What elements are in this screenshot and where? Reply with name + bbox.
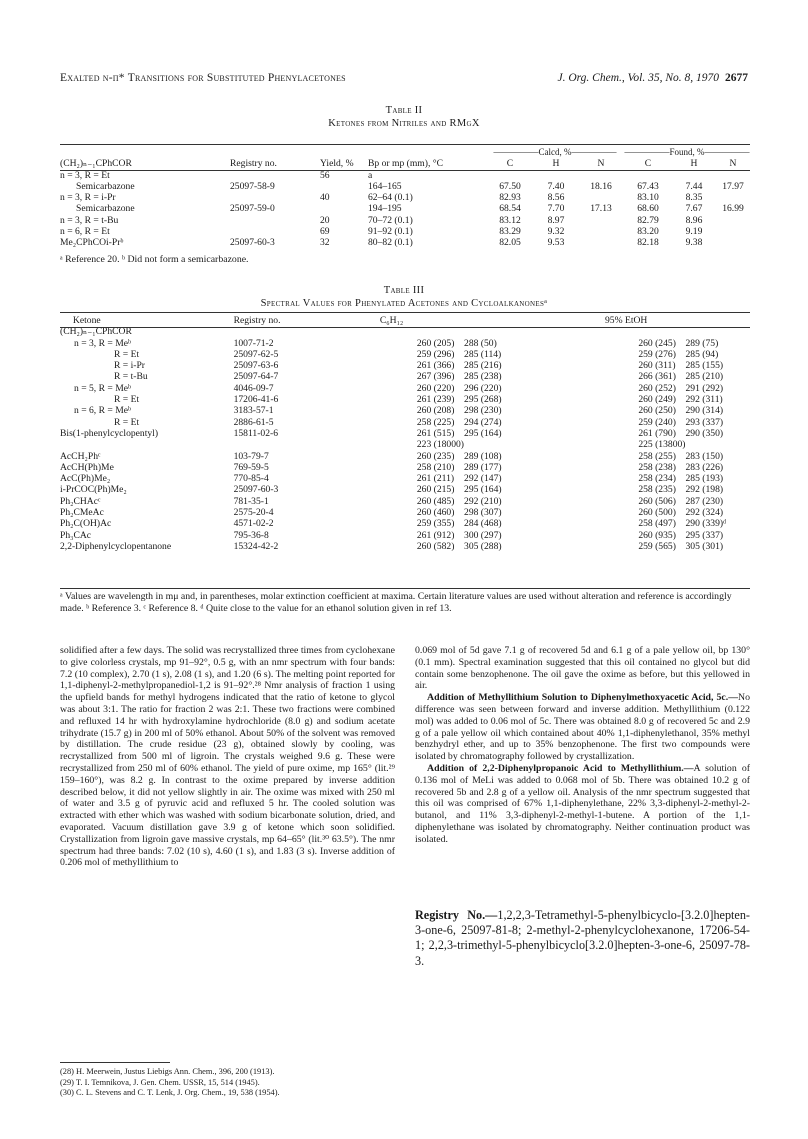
- table-cell: [716, 215, 750, 226]
- table-row: [60, 451, 750, 462]
- table-row: [60, 496, 750, 507]
- table-cell: n = 5, R = Meᵇ: [74, 382, 131, 394]
- table-cell: 292 (311): [685, 394, 723, 406]
- table-cell: 194–195: [368, 203, 402, 215]
- table-cell: n = 6, R = Meᵇ: [74, 405, 131, 417]
- table-cell: [686, 439, 751, 450]
- table-cell: 295 (164): [464, 427, 502, 439]
- table-cell: 67.50: [499, 180, 521, 192]
- table-row: [60, 338, 750, 349]
- table-cell: 83.20: [637, 226, 659, 238]
- table-cell: 295 (268): [464, 394, 502, 406]
- table-cell: 261 (366): [416, 360, 455, 372]
- table-cell: Semicarbazone: [76, 180, 135, 192]
- table-cell: 298 (307): [464, 507, 502, 519]
- col-header: Registry no.: [230, 158, 277, 170]
- table-cell: 260 (249): [638, 394, 676, 406]
- col-header: C: [506, 158, 514, 170]
- table-cell: 288 (50): [464, 337, 497, 349]
- table-cell: 15324-42-2: [233, 540, 279, 552]
- table-cell: n = 6, R = Et: [60, 226, 110, 238]
- table-cell: [320, 181, 368, 192]
- table-cell: i-PrCOC(Ph)Me₂: [60, 484, 127, 496]
- table-cell: [578, 170, 624, 181]
- table-cell: 20: [320, 214, 330, 226]
- table-cell: 285 (114): [464, 348, 502, 360]
- table-cell: 285 (216): [464, 360, 502, 372]
- table-cell: [624, 170, 672, 181]
- table-cell: n = 3, R = t-Bu: [60, 214, 119, 226]
- table-cell: 296 (220): [464, 382, 502, 394]
- table-cell: 25097-62-5: [233, 348, 279, 360]
- table-cell: 9.38: [685, 237, 703, 249]
- table-cell: 69: [320, 226, 330, 238]
- table-cell: Me₂CPhCOi-Prᵇ: [60, 237, 124, 249]
- table-row: [60, 215, 750, 226]
- table-cell: 2575-20-4: [233, 507, 274, 519]
- table-cell: 260 (250): [638, 405, 676, 417]
- table-row: [60, 541, 750, 552]
- table-cell: 292 (324): [685, 507, 724, 519]
- col-header: N: [597, 158, 605, 170]
- table-row: [60, 394, 750, 405]
- table-row: [60, 360, 750, 371]
- table-cell: 82.18: [637, 237, 659, 249]
- table-cell: 62–64 (0.1): [368, 192, 413, 204]
- table-cell: 82.93: [499, 192, 521, 204]
- table-cell: 300 (297): [464, 529, 502, 541]
- table2-title: Ketones from Nitriles and RMgX: [328, 118, 480, 129]
- table-cell: 260 (205): [416, 337, 455, 349]
- table-cell: 259 (276): [638, 348, 676, 360]
- table-cell: [578, 226, 624, 237]
- table-cell: [716, 192, 750, 203]
- table2-header-row: [60, 158, 750, 169]
- table-cell: [230, 226, 320, 237]
- table-cell: Ph₂CMeAc: [60, 507, 104, 519]
- table-cell: 25097-60-3: [233, 484, 279, 496]
- table-cell: 298 (230): [464, 405, 502, 417]
- table-cell: n = 3, R = Meᵇ: [74, 337, 131, 349]
- references: [60, 1067, 395, 1099]
- page-number: 2677: [725, 72, 748, 84]
- registry-numbers: Registry No.—1,2,2,3-Tetramethyl-5-phenylbicyclo-[3.2.0]hepten-3-one-6, 25097-81-8; 2-methyl-2-phenylcyclohexanone, 17206-54-1; 2,2,3-trimethyl-5-phenylbicyclo[3.2.0]hepten-3-one-6, 25097-78-3.: [415, 908, 750, 968]
- table-cell: 258 (497): [638, 518, 676, 530]
- table-cell: 8.35: [685, 192, 703, 204]
- table3-body: [60, 326, 750, 552]
- table-row: [60, 473, 750, 484]
- table-cell: 68.60: [637, 203, 659, 215]
- table3-header-rule: [60, 327, 750, 328]
- table-cell: 292 (147): [464, 473, 502, 485]
- table-cell: [534, 170, 578, 181]
- table-cell: [716, 226, 750, 237]
- table3: [60, 315, 750, 552]
- table-cell: 8.97: [547, 214, 565, 226]
- table-cell: 769-59-5: [233, 461, 269, 473]
- table-cell: 305 (301): [685, 540, 724, 552]
- table-cell: 781-35-1: [233, 495, 269, 507]
- table-cell: 80–82 (0.1): [368, 237, 413, 249]
- table-cell: 261 (239): [416, 394, 455, 406]
- table-cell: [230, 170, 320, 181]
- table-row: [60, 226, 750, 237]
- table-cell: 17206-41-6: [233, 394, 279, 406]
- table-cell: 260 (245): [638, 337, 676, 349]
- table-cell: 164–165: [368, 180, 402, 192]
- table-cell: [578, 192, 624, 203]
- body-paragraph: Addition of 2,2-Diphenylpropanoic Acid to Methyllithium.—A solution of 0.136 mol of MeLi was added to 0.068 mol of 5b. There was obtained 10.2 g of recovered 5b and 2.8 g of a yellow oil. Analysis of the nmr spectrum suggested that this oil was comprised of 67% 1,1-diphenylethane, 22% 3,3-diphenyl-2-methyl-2-butanol, and 11% 3,3-diphenyl-2-methyl-1-butene. A portion of the 1,1-diphenylethane was isolated by chromatography. Neither continuation product was isolated.: [415, 762, 750, 845]
- table-cell: 25097-60-3: [230, 237, 275, 249]
- table-cell: 287 (230): [685, 495, 724, 507]
- table-cell: 285 (238): [464, 371, 502, 383]
- table3-footnote: ᵃ Values are wavelength in mμ and, in parentheses, molar extinction coefficient at maxima. Certain literature values are used without alteration and reference is accordingly made. ᵇ Reference 3. ᶜ Reference 8. ᵈ Quite close to the value for an ethanol solution given in ref 13.: [60, 591, 732, 614]
- table-cell: 260 (485): [416, 495, 455, 507]
- table-cell: 258 (234): [638, 473, 676, 485]
- table2-label: Table II: [385, 105, 423, 116]
- table-cell: R = t-Bu: [114, 371, 148, 383]
- table-cell: 223 (18000): [416, 439, 465, 451]
- col-header: C₆H₁₂: [379, 315, 404, 326]
- table-row: [60, 439, 750, 450]
- table-cell: 283 (150): [685, 450, 724, 462]
- col-header: Yield, %: [320, 158, 354, 170]
- table-cell: 4571-02-2: [233, 518, 274, 530]
- table-cell: 293 (337): [685, 416, 724, 428]
- table-cell: 7.67: [685, 203, 703, 215]
- table3-bottom-rule: [60, 588, 750, 589]
- table-cell: Ph₃CAc: [60, 529, 92, 541]
- table-row: [60, 349, 750, 360]
- table-cell: 305 (288): [464, 540, 502, 552]
- table-cell: 289 (75): [685, 337, 719, 349]
- table-cell: [716, 170, 750, 181]
- table-cell: [672, 170, 716, 181]
- table2-top-rule: [60, 144, 750, 145]
- col-header: Registry no.: [233, 315, 281, 326]
- table-cell: a: [368, 169, 373, 181]
- table-cell: 259 (355): [416, 518, 455, 530]
- table-cell: 260 (220): [416, 382, 455, 394]
- table-cell: 16.99: [722, 203, 744, 215]
- table-cell: 15811-02-6: [233, 427, 278, 439]
- table-cell: 103-79-7: [233, 450, 269, 462]
- table-cell: 32: [320, 237, 330, 249]
- table2-body: [60, 170, 750, 249]
- table-cell: 260 (311): [638, 360, 676, 372]
- table-row: [60, 237, 750, 248]
- table-cell: 8.96: [685, 214, 703, 226]
- table-cell: 260 (208): [416, 405, 455, 417]
- table-cell: 1007-71-2: [233, 337, 274, 349]
- table-row: [60, 507, 750, 518]
- table-cell: R = Et: [114, 416, 140, 428]
- table-cell: 68.54: [499, 203, 521, 215]
- table-cell: 295 (337): [685, 529, 724, 541]
- table-row: [60, 484, 750, 495]
- table-cell: 260 (235): [416, 450, 455, 462]
- table-row: [60, 518, 750, 529]
- table-cell: 285 (155): [685, 360, 724, 372]
- table-cell: 266 (361): [638, 371, 676, 383]
- table-cell: R = Et: [114, 348, 140, 360]
- section-heading: Addition of Methyllithium Solution to Diphenylmethoxyacetic Acid, 5c.—: [427, 692, 739, 704]
- running-header: Exalted n-π* Transitions for Substituted Phenylacetones: [60, 72, 346, 84]
- col-header: 95% EtOH: [604, 315, 648, 326]
- table-cell: 285 (210): [685, 371, 724, 383]
- table-row: [60, 203, 750, 214]
- col-header: Bp or mp (mm), °C: [368, 158, 443, 170]
- table-cell: 25097-58-9: [230, 180, 275, 192]
- table-cell: 260 (506): [638, 495, 676, 507]
- table-cell: 260 (460): [416, 507, 455, 519]
- table-cell: 261 (211): [416, 473, 455, 485]
- table-cell: [60, 439, 234, 450]
- table-cell: 17.97: [722, 180, 744, 192]
- col-header: Ketone: [72, 315, 101, 326]
- table-row: [60, 192, 750, 203]
- table-cell: [578, 215, 624, 226]
- table-cell: 83.12: [499, 214, 521, 226]
- table-cell: 259 (296): [416, 348, 455, 360]
- table-cell: 295 (164): [464, 484, 502, 496]
- table3-title: Spectral Values for Phenylated Acetones and Cycloalkanonesᵃ: [260, 298, 548, 309]
- table-cell: 25097-64-7: [233, 371, 279, 383]
- table-cell: 83.10: [637, 192, 659, 204]
- table-row: [60, 405, 750, 416]
- table2-header-rule: [60, 170, 750, 171]
- table-cell: 91–92 (0.1): [368, 226, 413, 238]
- table-cell: 284 (468): [464, 518, 502, 530]
- table-cell: 56: [320, 169, 330, 181]
- table-cell: 2886-61-5: [233, 416, 274, 428]
- reference-item: (29) T. I. Temnikova, J. Gen. Chem. USSR, 15, 514 (1945).: [60, 1077, 260, 1087]
- col-header: H: [552, 158, 560, 170]
- table-cell: 7.70: [547, 203, 565, 215]
- table-cell: 260 (582): [416, 540, 455, 552]
- table2-footnote: ᵃ Reference 20. ᵇ Did not form a semicarbazone.: [60, 254, 249, 265]
- table-cell: [716, 237, 750, 248]
- journal-name: J. Org. Chem., Vol. 35, No. 8, 1970: [557, 72, 719, 84]
- table-cell: Semicarbazone: [76, 203, 135, 215]
- table-cell: 258 (255): [638, 450, 676, 462]
- journal-citation: [557, 72, 748, 84]
- table-cell: 258 (235): [638, 484, 676, 496]
- body-paragraph: Addition of Methyllithium Solution to Diphenylmethoxyacetic Acid, 5c.—No difference was seen between forward and inverse addition. Methyllithium (0.122 mol) was added to 0.06 mol of 5c. There was obtained 8.0 g of recovered 5c and 2.9 g of a pale yellow oil which contained about 40% 1,1-diphenylethanol, 35% methyl benzhydryl ether, and up to 35% benzophenone. The first two compounds were isolated by chromatography followed by crystallization.: [415, 692, 750, 763]
- table-cell: [486, 170, 534, 181]
- col-header: C: [644, 158, 652, 170]
- table-cell: 9.32: [547, 226, 565, 238]
- table-cell: [230, 215, 320, 226]
- table-cell: R = i-Pr: [114, 360, 145, 372]
- table-cell: 2,2-Diphenylcyclopentanone: [60, 540, 172, 552]
- table-cell: 4046-09-7: [233, 382, 274, 394]
- table-cell: 260 (252): [638, 382, 676, 394]
- table-cell: [320, 203, 368, 214]
- table-cell: 289 (108): [464, 450, 502, 462]
- table-cell: 285 (193): [685, 473, 724, 485]
- table-cell: 261 (515): [416, 427, 455, 439]
- table-cell: 25097-59-0: [230, 203, 275, 215]
- table-cell: 260 (500): [638, 507, 676, 519]
- table3-header-row: [60, 315, 750, 326]
- footnote-rule: [60, 1062, 170, 1063]
- table-cell: 770-85-4: [233, 473, 269, 485]
- col-header: (CH₂)ₙ₋₁CPhCOR: [60, 158, 132, 170]
- table-cell: 261 (912): [416, 529, 455, 541]
- table-cell: 291 (292): [685, 382, 724, 394]
- col-header: H: [690, 158, 698, 170]
- reference-item: (28) H. Meerwein, Justus Liebigs Ann. Chem., 396, 200 (1913).: [60, 1067, 275, 1076]
- table-row: [60, 428, 750, 439]
- table-row: [60, 371, 750, 382]
- table-cell: n = 3, R = i-Pr: [60, 192, 116, 204]
- table-cell: Ph₂CHAcᶜ: [60, 495, 101, 507]
- table-cell: AcCH₂Phᶜ: [60, 450, 101, 462]
- table-cell: 283 (226): [685, 461, 724, 473]
- table-cell: 83.29: [499, 226, 521, 238]
- table-cell: 82.05: [499, 237, 521, 249]
- table-cell: 17.13: [590, 203, 612, 215]
- col-header: N: [729, 158, 737, 170]
- table-row: [60, 462, 750, 473]
- reference-item: (30) C. L. Stevens and C. T. Lenk, J. Org. Chem., 19, 538 (1954).: [60, 1088, 280, 1097]
- table-cell: 290 (314): [685, 405, 724, 417]
- table-cell: 290 (350): [685, 427, 724, 439]
- table-cell: [234, 439, 301, 450]
- table-cell: 82.79: [637, 214, 659, 226]
- table-cell: 18.16: [590, 180, 612, 192]
- table-cell: 25097-63-6: [233, 360, 279, 372]
- table-cell: [230, 192, 320, 203]
- table-cell: 7.44: [685, 180, 703, 192]
- table-cell: R = Et: [114, 394, 140, 406]
- table-cell: 285 (94): [685, 348, 719, 360]
- table-cell: 292 (210): [464, 495, 502, 507]
- table2: [60, 147, 750, 249]
- table-row: [60, 417, 750, 428]
- right-column: [415, 645, 750, 846]
- table-cell: n = 3, R = Et: [60, 169, 110, 181]
- table-cell: 260 (935): [638, 529, 676, 541]
- table-cell: 260 (215): [416, 484, 455, 496]
- table-cell: 9.53: [547, 237, 565, 249]
- table-cell: 294 (274): [464, 416, 502, 428]
- table-cell: 7.40: [547, 180, 565, 192]
- table-cell: 258 (225): [416, 416, 455, 428]
- table-cell: 67.43: [637, 180, 659, 192]
- table-cell: 9.19: [685, 226, 703, 238]
- table-cell: (CH₂)ₙ₋₁CPhCOR: [60, 326, 132, 338]
- body-paragraph: 0.069 mol of 5d gave 7.1 g of recovered 5d and 6.1 g of a pale yellow oil, bp 130° (0.1 mm). Spectral examination suggested that this oil contained no glycol but did contain some benzophenone. The oil gave the oxime as before, but this yellowed in air.: [415, 645, 750, 692]
- table-cell: AcCH(Ph)Me: [60, 461, 114, 473]
- table3-top-rule: [60, 312, 750, 313]
- table-cell: 258 (210): [416, 461, 455, 473]
- found-group-label: —————Found, %—————: [624, 147, 750, 157]
- table-row: [60, 383, 750, 394]
- left-column: [60, 645, 395, 869]
- table-cell: 8.56: [547, 192, 565, 204]
- table-cell: Bis(1-phenylcyclopentyl): [60, 427, 159, 439]
- table-row: [60, 530, 750, 541]
- table-row: [60, 170, 750, 181]
- table-cell: 3183-57-1: [233, 405, 274, 417]
- section-heading: Addition of 2,2-Diphenylpropanoic Acid to Methyllithium.—: [427, 762, 694, 774]
- table-cell: 795-36-8: [233, 529, 269, 541]
- body-paragraph: solidified after a few days. The solid was recrystallized three times from cyclohexane to give colorless crystals, mp 91–92°, 0.5 g, with an nmr spectrum with four bands: 7.2 (10 complex), 2.70 (1 s), 2.08 (1 s), and 1.20 (6 s). The melting point reported for 1,1-diphenyl-2-methylpropanediol-1,2 is 91–92°.²⁸ Nmr analysis of fraction 1 using the upfield bands for methyl hydrogens indicated that the ratio of ketone to glycol was about 3:1. The ratio for fraction 2 was 2:1. These two fractions were combined and refluxed 14 hr with hydroxylamine hydrochloride (8.0 g) and sodium acetate trihydrate (15.7 g) in 200 ml of 50% ethanol. About 50% of the solvent was removed by distillation. The crude residue (23 g), obtained slowly by cooling, was recrystallized from 500 ml of ligroin. The crystals weighed 9.6 g. These were recrystallized from 250 ml of 60% ethanol. The yield of pure oxime, mp 165° (lit.²⁹ 159–160°), was 8.2 g. In contrast to the oxime prepared by inverse addition described below, it did not yellow slightly in air. The oxime was mixed with 250 ml of water and 3.5 g of pyruvic acid and refluxed 5 hr. The cooled solution was extracted with ether which was washed with sodium bicarbonate solution, dried, and evaporated. Vacuum distillation gave 3.9 g of ketone which soon solidified. Crystallization from ligroin gave massive crystals, mp 64–65° (lit.³⁰ 63.5°). The nmr spectrum had three bands: 7.02 (10 s), 4.60 (1 s), and 1.83 (3 s). Inverse addition of 0.206 mol of methyllithium to: [60, 645, 395, 869]
- table-cell: 289 (177): [464, 461, 502, 473]
- table-cell: [464, 439, 522, 450]
- table-cell: 70–72 (0.1): [368, 214, 413, 226]
- table-cell: [578, 237, 624, 248]
- table-cell: 290 (339)ᵈ: [685, 518, 727, 530]
- registry-heading: Registry No.—: [415, 908, 498, 922]
- table-row: [60, 181, 750, 192]
- table-cell: 259 (565): [638, 540, 676, 552]
- table2-group-header: [60, 147, 750, 158]
- table-cell: 225 (13800): [638, 439, 686, 451]
- table-cell: AcC(Ph)Me₂: [60, 473, 111, 485]
- table-cell: 259 (240): [638, 416, 676, 428]
- table3-label: Table III: [383, 285, 425, 296]
- table-cell: Ph₂C(OH)Ac: [60, 518, 112, 530]
- table-cell: 258 (238): [638, 461, 676, 473]
- table-cell: 292 (198): [685, 484, 724, 496]
- table-cell: 261 (790): [638, 427, 676, 439]
- table-cell: 267 (396): [416, 371, 455, 383]
- calcd-group-label: —————Calcd, %—————: [493, 147, 617, 157]
- table-cell: 40: [320, 192, 330, 204]
